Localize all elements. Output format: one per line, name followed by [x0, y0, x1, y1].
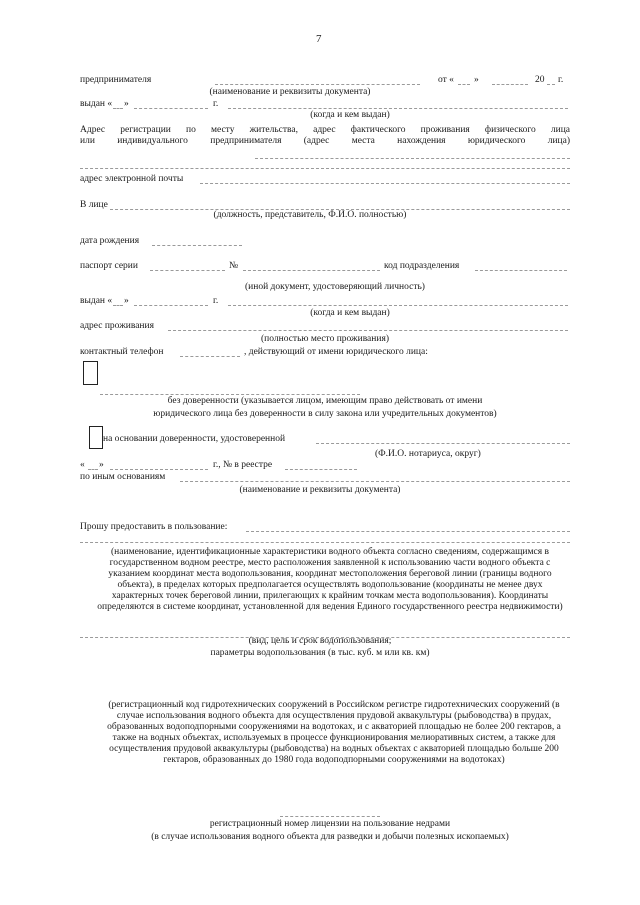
issued-hint-2: (когда и кем выдан) — [310, 308, 390, 318]
residence-hint: (полностью место проживания) — [261, 334, 389, 344]
issued-day-field-2[interactable] — [113, 305, 123, 306]
request-field-2[interactable] — [80, 542, 570, 543]
person-label: В лице — [80, 200, 108, 210]
proxy-date-close: » — [99, 460, 104, 470]
proxy-day-field[interactable] — [88, 469, 98, 470]
no-proxy-line-1: без доверенности (указывается лицом, имеющим право действовать от имени — [167, 396, 483, 406]
date-month-field[interactable] — [492, 84, 528, 85]
proxy-checkbox[interactable] — [89, 426, 103, 449]
usage-line-1: (вид, цель и срок водопользования; — [248, 636, 392, 646]
license-line-1: регистрационный номер лицензии на пользование недрами — [209, 819, 451, 829]
issued-by-field-1[interactable] — [228, 108, 568, 109]
issued-hint-1: (когда и кем выдан) — [310, 110, 390, 120]
issued-year-suffix-2: г. — [213, 296, 219, 306]
address-field-2[interactable] — [80, 168, 570, 169]
passport-number-sign: № — [229, 261, 239, 271]
other-basis-field[interactable] — [180, 481, 570, 482]
address-field-1[interactable] — [255, 158, 570, 159]
passport-number-field[interactable] — [243, 270, 380, 271]
year-prefix: 20 — [535, 75, 545, 85]
date-quote-close: » — [474, 75, 479, 85]
passport-label: паспорт серии — [80, 261, 138, 271]
phone-field[interactable] — [180, 356, 240, 357]
date-year-field[interactable] — [547, 84, 555, 85]
request-description: (наименование, идентификационные характеристики водного объекта согласно сведениям, содержащимся в государственном водном реестре, место расположения заявленной к использованию части водного объекта с указанием координат места водопользования, координат местоположения береговой линии (границы водного объекта), в пределах которых предполагается осуществлять водопользование (координаты не менее двух характерных точек береговой линии, прилегающих к крайним точкам места водопользования). Координаты определяются в системе координат, установленной для ведения Единого государственного реестра недвижимости) — [97, 547, 563, 612]
registry-code-description: (регистрационный код гидротехнических сооружений в Российском регистре гидротехнических сооружений (в случае использования водного объекта для осуществления прудовой аквакультуры (рыбоводства) в прудах, образованных водоподпорными сооружениями на водотоках, и с акваторией площадью не более 200 гектаров, а также на водных объектах, используемых в процессе функционирования мелиоративных систем, а также для осуществления прудовой аквакультуры (рыбоводства) на водных объектах с акваторией площадью больше 200 гектаров, образованных до 1980 года водоподпорными сооружениями на водотоках) — [107, 700, 561, 765]
proxy-notary-field[interactable] — [316, 443, 570, 444]
passport-hint: (иной документ, удостоверяющий личность) — [245, 282, 425, 292]
person-hint: (должность, представитель, Ф.И.О. полностью) — [213, 210, 407, 220]
request-field-1[interactable] — [246, 531, 570, 532]
license-line-2: (в случае использования водного объекта для разведки и добычи полезных ископаемых) — [151, 832, 509, 842]
passport-series-field[interactable] — [150, 270, 225, 271]
entrepreneur-label: предпринимателя — [80, 75, 152, 85]
year-suffix: г. — [558, 75, 564, 85]
birth-date-label: дата рождения — [80, 236, 140, 246]
notary-hint: (Ф.И.О. нотариуса, округ) — [375, 449, 481, 459]
registry-text: г., № в реестре — [213, 460, 273, 470]
address-line-1: Адрес регистрации по месту жительства, адрес фактического проживания физического лица — [80, 125, 570, 135]
entrepreneur-doc-field[interactable] — [215, 84, 420, 85]
issued-day-field-1[interactable] — [113, 108, 123, 109]
registry-number-field[interactable] — [285, 469, 357, 470]
email-field[interactable] — [200, 183, 570, 184]
date-from-label: от « — [438, 75, 454, 85]
request-label: Прошу предоставить в пользование: — [80, 522, 228, 532]
other-basis-label: по иным основаниям — [80, 472, 166, 482]
no-proxy-checkbox[interactable] — [83, 361, 98, 385]
no-proxy-field[interactable] — [100, 394, 360, 395]
email-label: адрес электронной почты — [80, 174, 184, 184]
issued-label-1: выдан « — [80, 99, 113, 109]
division-code-label: код подразделения — [384, 261, 460, 271]
proxy-date-open: « — [80, 460, 85, 470]
issued-year-suffix-1: г. — [213, 99, 219, 109]
residence-field[interactable] — [168, 330, 568, 331]
no-proxy-line-2: юридического лица без доверенности в силу закона или учредительных документов) — [153, 409, 497, 419]
issued-month-field-2[interactable] — [134, 305, 208, 306]
phone-label: контактный телефон — [80, 347, 164, 357]
residence-label: адрес проживания — [80, 321, 154, 331]
license-field[interactable] — [280, 816, 380, 817]
issued-quote-close-1: » — [124, 99, 129, 109]
birth-date-field[interactable] — [152, 245, 242, 246]
acting-text: , действующий от имени юридического лица: — [244, 347, 428, 357]
address-line-2: или индивидуального предпринимателя (адрес места нахождения юридического лица) — [80, 136, 570, 146]
doc-hint: (наименование и реквизиты документа) — [209, 87, 371, 97]
issued-by-field-2[interactable] — [228, 305, 568, 306]
usage-line-2: параметры водопользования (в тыс. куб. м или кв. км) — [210, 648, 430, 658]
proxy-label: на основании доверенности, удостоверенной — [103, 434, 286, 444]
proxy-month-field[interactable] — [110, 469, 208, 470]
issued-quote-close-2: » — [124, 296, 129, 306]
page-number: 7 — [316, 33, 322, 45]
issued-label-2: выдан « — [80, 296, 113, 306]
issued-month-field-1[interactable] — [134, 108, 208, 109]
other-basis-hint: (наименование и реквизиты документа) — [239, 485, 401, 495]
division-code-field[interactable] — [475, 270, 567, 271]
date-day-field[interactable] — [458, 84, 470, 85]
